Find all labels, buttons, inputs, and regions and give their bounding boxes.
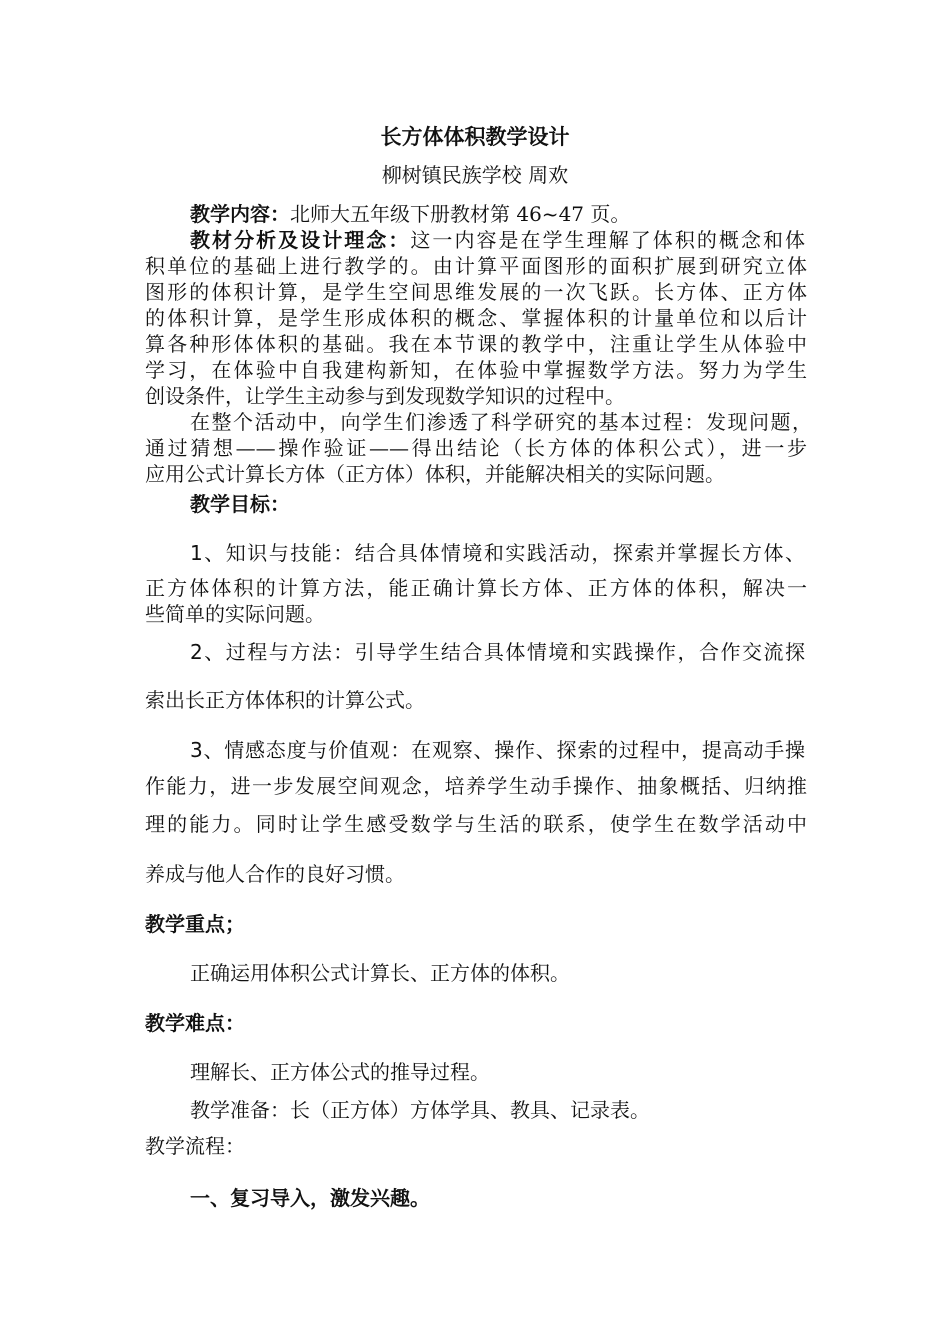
section-1-heading: 一、复习导入，激发兴趣。 — [190, 1186, 430, 1210]
goal-1-label: 1、知识与技能： — [190, 541, 355, 565]
goal-1-line-1: 1、知识与技能：结合具体情境和实践活动，探索并掌握长方体、 — [190, 541, 806, 565]
document-title: 长方体体积教学设计 — [380, 125, 570, 149]
key-point-heading: 教学重点； — [145, 912, 245, 936]
teaching-content-text: 北师大五年级下册教材第 46~47 页。 — [290, 202, 631, 226]
analysis-line-1: 教材分析及设计理念：这一内容是在学生理解了体积的概念和体 — [190, 228, 806, 252]
key-point-text: 正确运用体积公式计算长、正方体的体积。 — [190, 961, 570, 985]
analysis-label: 教材分析及设计理念： — [190, 228, 411, 252]
goal-3-line-3: 理的能力。同时让学生感受数学与生活的联系，使学生在数学活动中 — [145, 812, 808, 836]
analysis-line-6: 学习，在体验中自我建构新知，在体验中掌握数学方法。努力为学生 — [145, 358, 807, 382]
process-line-2: 通过猜想——操作验证——得出结论（长方体的体积公式），进一步 — [145, 436, 807, 460]
goal-3-line-2: 作能力，进一步发展空间观念，培养学生动手操作、抽象概括、归纳推 — [145, 774, 807, 798]
analysis-line-2: 积单位的基础上进行教学的。由计算平面图形的面积扩展到研究立体 — [145, 254, 807, 278]
goal-3-line-1: 3、情感态度与价值观：在观察、操作、探索的过程中，提高动手操 — [190, 738, 805, 762]
goal-1-line-2: 正方体体积的计算方法，能正确计算长方体、正方体的体积，解决一 — [145, 576, 807, 600]
analysis-line-5: 算各种形体体积的基础。我在本节课的教学中，注重让学生从体验中 — [145, 332, 807, 356]
analysis-line-7: 创设条件，让学生主动参与到发现数学知识的过程中。 — [145, 384, 625, 408]
teaching-content — [190, 201, 630, 227]
goal-3-label: 3、情感态度与价值观： — [190, 738, 412, 762]
goal-2-line-1: 2、过程与方法：引导学生结合具体情境和实践操作，合作交流探 — [190, 640, 805, 664]
flow-heading: 教学流程： — [145, 1134, 245, 1158]
analysis-line-3: 图形的体积计算，是学生空间思维发展的一次飞跃。长方体、正方体 — [145, 280, 807, 304]
goal-1-line-3: 些简单的实际问题。 — [145, 602, 325, 626]
process-line-1: 在整个活动中，向学生们渗透了科学研究的基本过程：发现问题， — [190, 410, 812, 434]
teaching-content-label: 教学内容： — [190, 202, 290, 226]
analysis-line-4: 的体积计算，是学生形成体积的概念、掌握体积的计量单位和以后计 — [145, 306, 807, 330]
preparation-text: 教学准备：长（正方体）方体学具、教具、记录表。 — [190, 1098, 650, 1122]
document-author: 柳树镇民族学校 周欢 — [381, 163, 569, 187]
goal-3-line-4: 养成与他人合作的良好习惯。 — [145, 862, 405, 886]
goals-heading: 教学目标： — [190, 492, 290, 516]
difficulty-text: 理解长、正方体公式的推导过程。 — [190, 1060, 490, 1084]
goal-2-line-2: 索出长正方体体积的计算公式。 — [145, 688, 425, 712]
difficulty-heading: 教学难点： — [145, 1011, 245, 1035]
process-line-3: 应用公式计算长方体（正方体）体积，并能解决相关的实际问题。 — [145, 462, 725, 486]
